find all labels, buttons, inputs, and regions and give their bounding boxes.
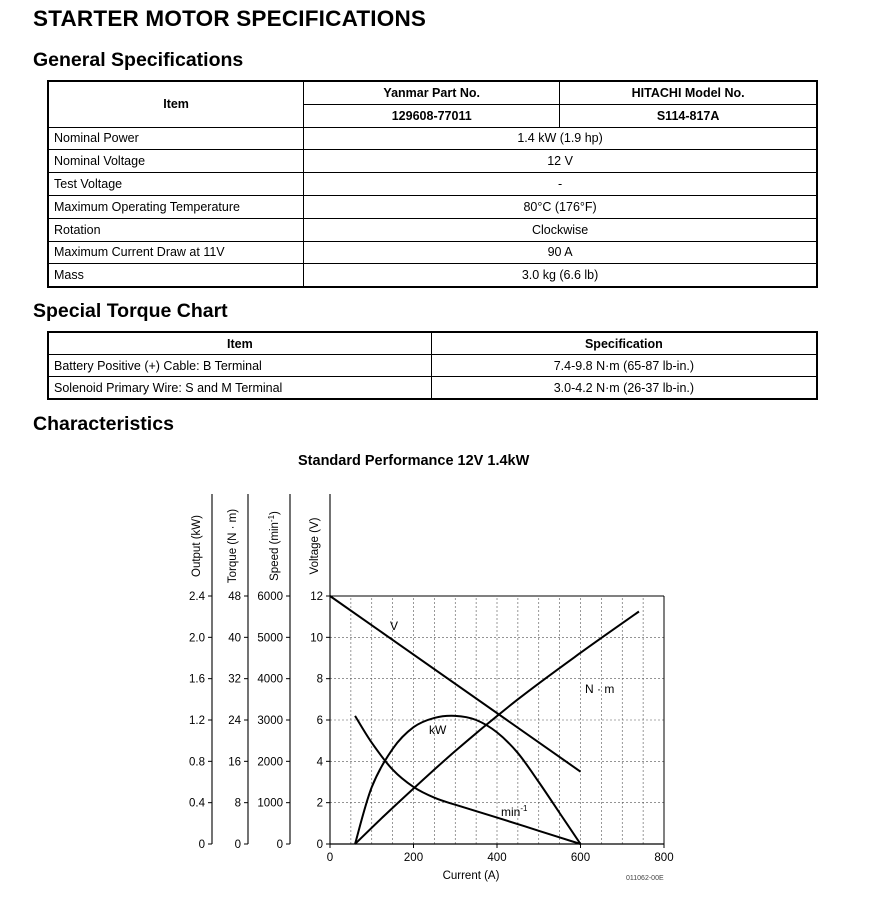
series-label: N · m (585, 682, 615, 696)
torque-item-header: Item (48, 332, 431, 355)
y-tick-label: 8 (316, 673, 323, 686)
torque-item-cell: Battery Positive (+) Cable: B Terminal (48, 355, 431, 377)
general-item-cell: Test Voltage (48, 173, 304, 196)
x-axis-label: Current (A) (442, 870, 500, 882)
y-tick-label: 4 (316, 756, 323, 769)
y-tick-label: 16 (228, 756, 241, 769)
torque-item-cell: Solenoid Primary Wire: S and M Terminal (48, 377, 431, 400)
y-axis-label: Torque (N · m) (227, 508, 239, 584)
y-tick-label: 6 (316, 715, 323, 727)
torque-chart-heading: Special Torque Chart (33, 300, 228, 322)
y-tick-label: 2.0 (189, 632, 205, 645)
series-kw-line (355, 716, 580, 844)
general-item-header: Item (48, 81, 304, 127)
general-item-cell: Maximum Operating Temperature (48, 195, 304, 218)
y-axis-label: Voltage (V) (309, 517, 321, 575)
y-axis-label: Speed $(\min^{-1})$ (267, 511, 281, 581)
y-tick-label: 0 (276, 839, 283, 851)
y-tick-label: 0 (234, 839, 241, 851)
y-tick-label: 40 (228, 632, 241, 645)
chart-title: Standard Performance 12V 1.4kW (298, 453, 530, 469)
general-value-cell: 90 A (304, 241, 817, 264)
x-tick-label: 800 (654, 852, 674, 864)
hitachi-model-number: S114-817A (560, 104, 817, 127)
y-tick-label: 12 (310, 591, 323, 603)
torque-value-cell: 7.4-9.8 N·m (65-87 lb-in.) (431, 355, 817, 377)
y-tick-label: 2.4 (189, 591, 205, 603)
general-value-cell: 12 V (304, 150, 817, 173)
y-tick-label: 2 (316, 797, 323, 810)
y-tick-label: 5000 (257, 632, 283, 645)
y-tick-label: 10 (310, 632, 323, 645)
torque-value-cell: 3.0-4.2 N·m (26-37 lb-in.) (431, 377, 817, 400)
y-tick-label: 0.8 (189, 756, 205, 769)
series-label: V (390, 619, 399, 633)
y-tick-label: 32 (228, 673, 241, 686)
general-value-cell: - (304, 173, 817, 196)
series-label: $\min^{-1}$ (501, 804, 528, 819)
general-item-cell: Maximum Current Draw at 11V (48, 241, 304, 264)
x-tick-label: 400 (487, 852, 507, 864)
general-item-cell: Rotation (48, 218, 304, 241)
y-axis-label: Output (kW) (191, 515, 203, 577)
y-tick-label: 1.6 (189, 673, 205, 686)
y-tick-label: 0.4 (189, 797, 205, 810)
page-title: STARTER MOTOR SPECIFICATIONS (33, 6, 427, 31)
y-tick-label: 8 (234, 797, 241, 810)
general-value-cell: Clockwise (304, 218, 817, 241)
general-item-cell: Nominal Power (48, 127, 304, 150)
characteristics-heading: Characteristics (33, 413, 174, 435)
hitachi-model-header: HITACHI Model No. (560, 81, 817, 104)
general-item-cell: Nominal Voltage (48, 150, 304, 173)
y-tick-label: 1.2 (189, 715, 205, 727)
torque-spec-header: Specification (431, 332, 817, 355)
y-tick-label: 24 (228, 715, 241, 727)
x-tick-label: 200 (403, 852, 424, 864)
figure-code: 011062-00E (626, 875, 664, 882)
series-label: kW (429, 723, 447, 737)
y-tick-label: 1000 (257, 797, 283, 810)
y-tick-label: 0 (316, 839, 323, 851)
y-tick-label: 6000 (257, 591, 283, 603)
general-item-cell: Mass (48, 264, 304, 287)
y-tick-label: 4000 (257, 673, 283, 686)
y-tick-label: 48 (228, 591, 241, 603)
general-value-cell: 1.4 kW (1.9 hp) (304, 127, 817, 150)
general-value-cell: 80°C (176°F) (304, 195, 817, 218)
y-tick-label: 0 (198, 839, 205, 851)
yanmar-part-header: Yanmar Part No. (304, 81, 560, 104)
yanmar-part-number: 129608-77011 (304, 104, 560, 127)
y-tick-label: 2000 (257, 756, 283, 769)
general-specs-heading: General Specifications (33, 49, 244, 71)
x-tick-label: 0 (326, 852, 334, 864)
y-tick-label: 3000 (257, 715, 283, 727)
x-tick-label: 600 (570, 852, 591, 864)
series-min-1-line (355, 716, 580, 844)
general-value-cell: 3.0 kg (6.6 lb) (304, 264, 817, 287)
